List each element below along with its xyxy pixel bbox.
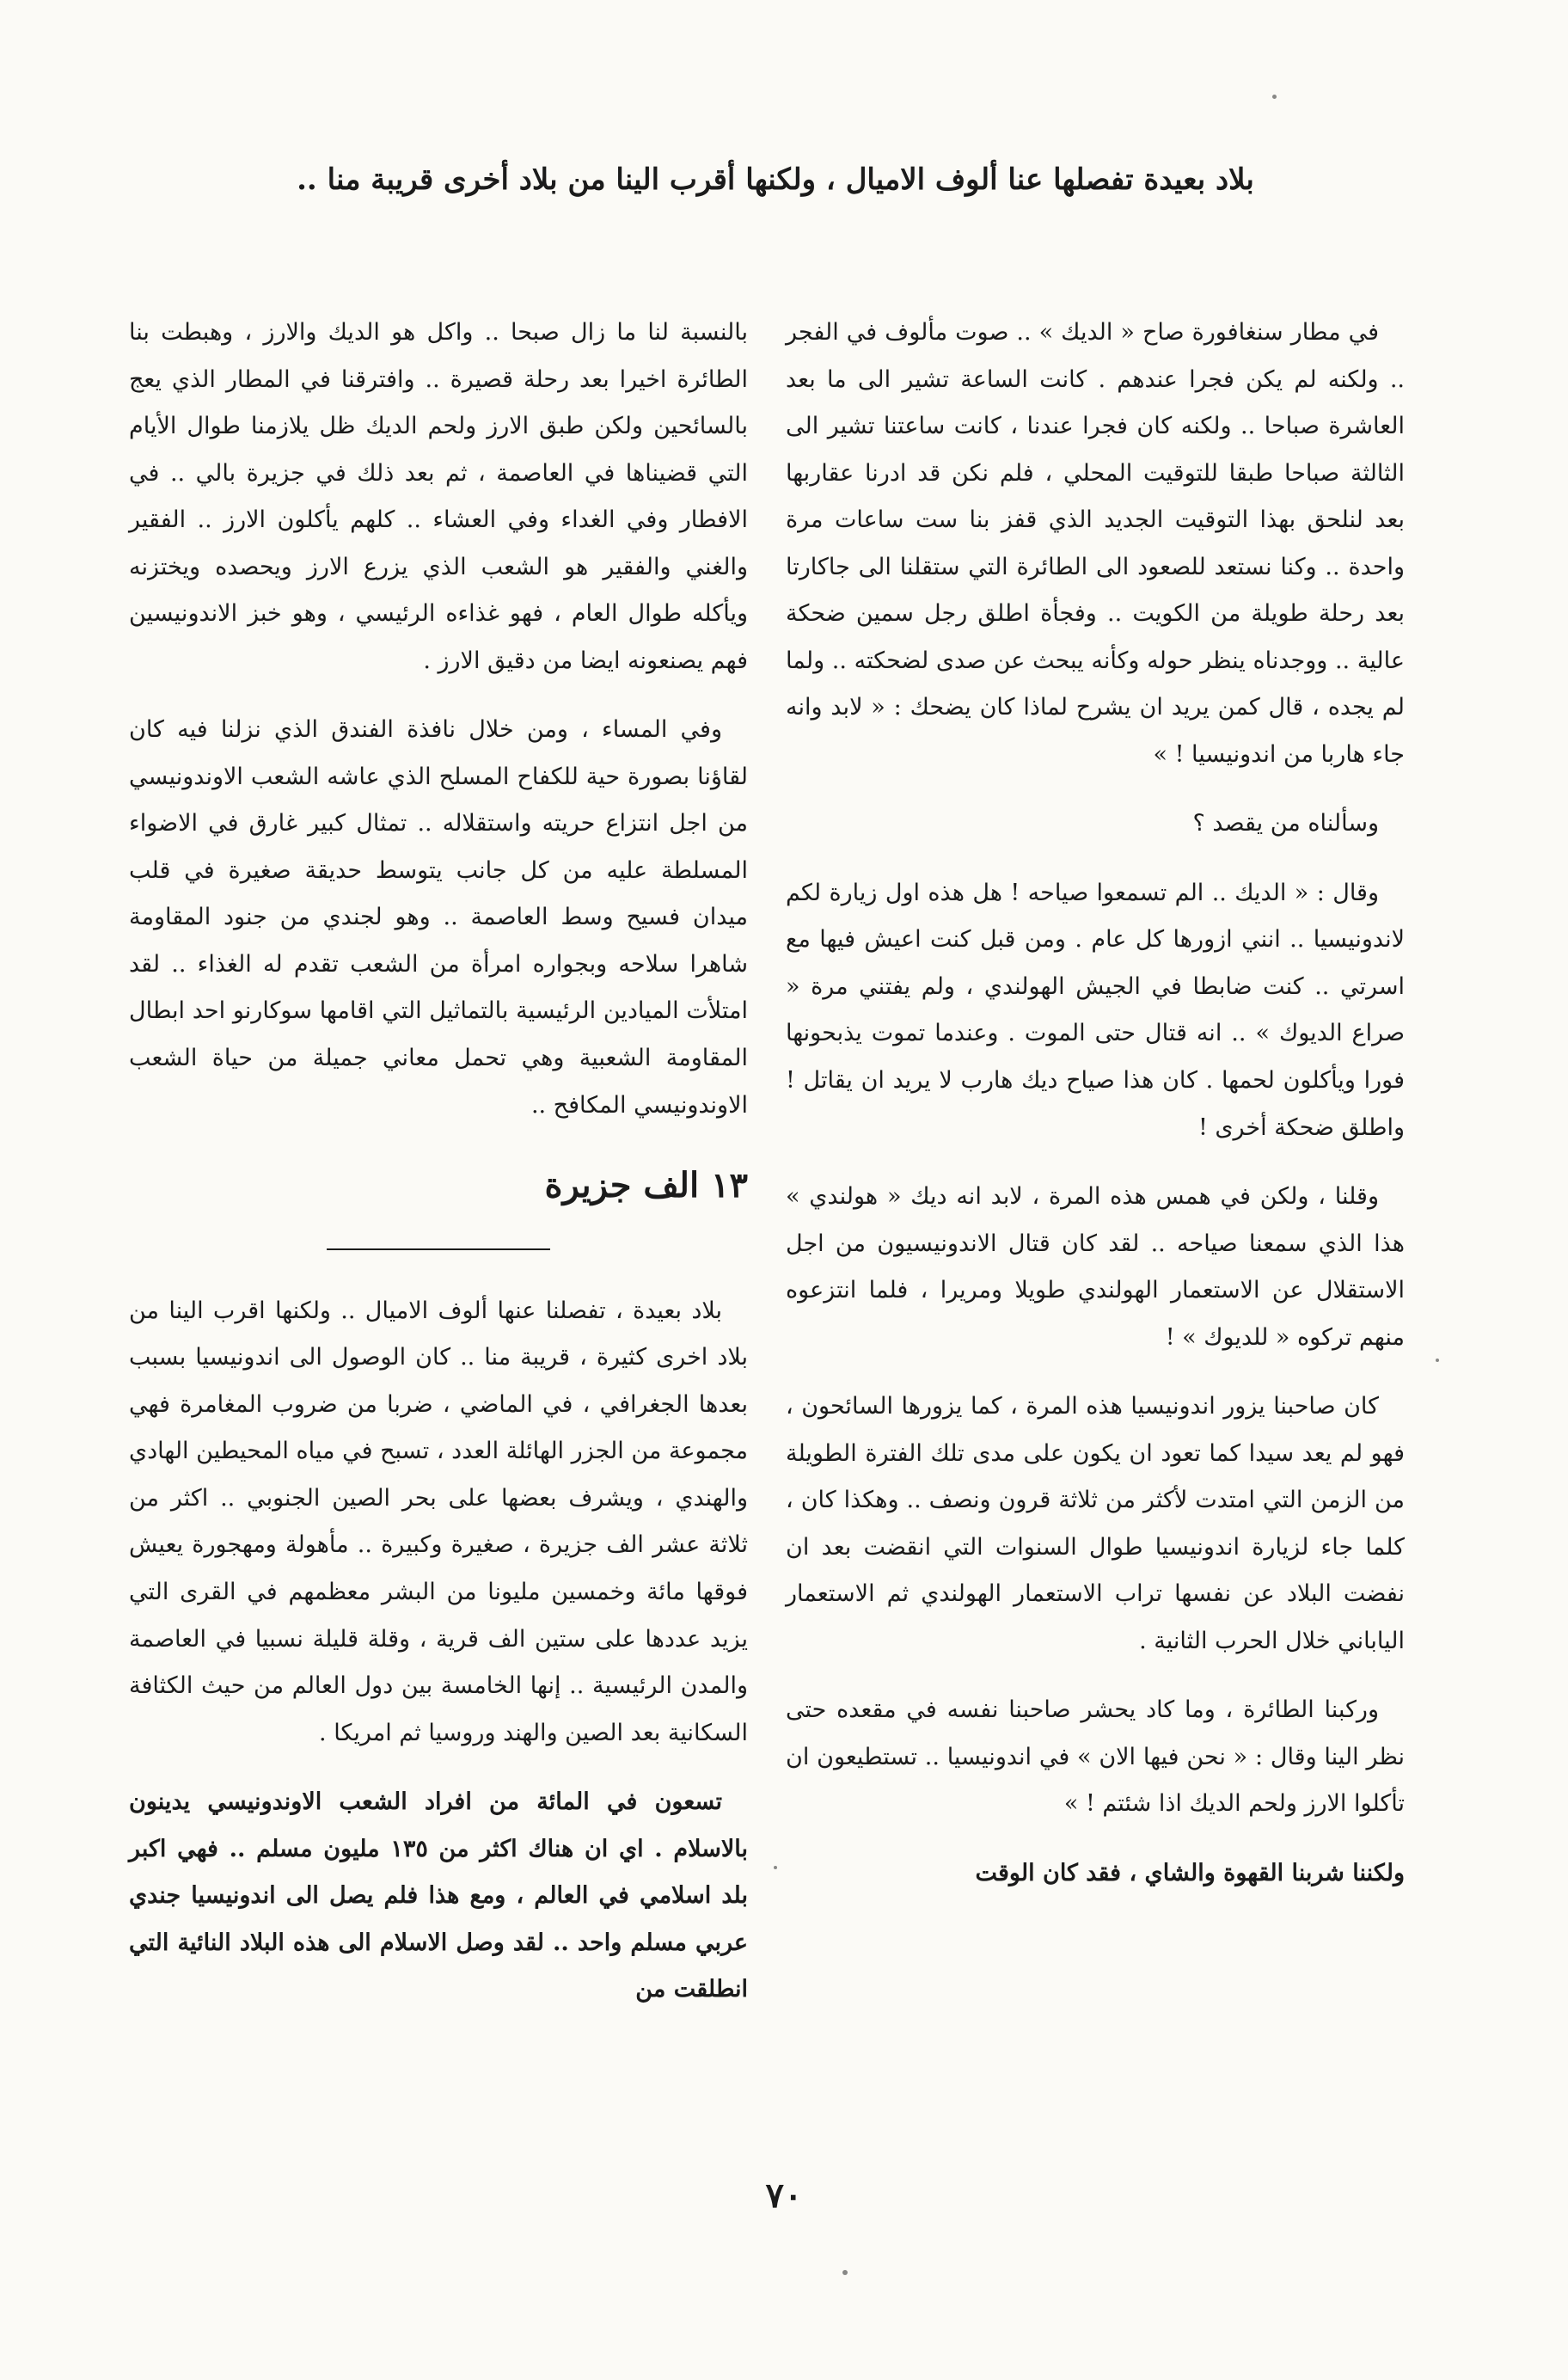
paragraph: في مطار سنغافورة صاح « الديك » .. صوت مألوف في الفجر .. ولكنه لم يكن فجرا عندهم . كانت الساعة تشير الى ما بعد العاشرة صباحا .. ولكنه كان فجرا عندنا ، كانت ساعتنا تشير الى الثالثة صباحا طبقا للتوقيت المحلي ، فلم نكن قد ادرنا عقاربها بعد لنلحق بهذا التوقيت الجديد الذي قفز بنا ست ساعات مرة واحدة .. وكنا نستعد للصعود الى الطائرة التي ستقلنا الى جاكارتا بعد رحلة طويلة من الكويت .. وفجأة اطلق رجل سمين ضحكة عالية .. ووجدناه ينظر حوله وكأنه يبحث عن صدى لضحكته .. ولما لم يجده ، قال كمن يريد ان يشرح لماذا كان يضحك : « لابد وانه جاء هاربا من اندونيسيا ! »	[786, 319, 1405, 768]
paragraph: وقلنا ، ولكن في همس هذه المرة ، لابد انه ديك « هولندي » هذا الذي سمعنا صياحه .. لقد كان قتال الاندونيسيون من اجل الاستقلال عن الاستعمار الهولندي طويلا ومريرا ، فلما انتزعوه منهم تركوه « للديوك » !	[786, 1183, 1405, 1351]
subheading-block	[129, 1151, 748, 1250]
article-headline: بلاد بعيدة تفصلها عنا ألوف الاميال ، ولكنها أقرب الينا من بلاد أخرى قريبة منا ..	[297, 163, 1254, 197]
paragraph: كان صاحبنا يزور اندونيسيا هذه المرة ، كما يزورها السائحون ، فهو لم يعد سيدا كما تعود ان يكون على مدى تلك الفترة الطويلة من الزمن التي امتدت لأكثر من ثلاثة قرون ونصف .. وهكذا كان ، كلما جاء لزيارة اندونيسيا طوال السنوات التي انقضت بعد ان نفضت البلاد عن نفسها تراب الاستعمار الهولندي ثم الاستعمار الياباني خلال الحرب الثانية .	[786, 1393, 1405, 1654]
paragraph: بلاد بعيدة ، تفصلنا عنها ألوف الاميال .. ولكنها اقرب الينا من بلاد اخرى كثيرة ، قريبة منا .. كان الوصول الى اندونيسيا بسبب بعدها الجغرافي ، في الماضي ، ضربا من ضروب المغامرة فهي مجموعة من الجزر الهائلة العدد ، تسبح في مياه المحيطين الهادي والهندي ، ويشرف بعضها على بحر الصين الجنوبي .. اكثر من ثلاثة عشر الف جزيرة ، صغيرة وكبيرة .. مأهولة ومهجورة يعيش فوقها مائة وخمسين مليونا من البشر معظمهم في القرى التي يزيد عددها على ستين الف قرية ، وقلة قليلة نسبيا في العاصمة والمدن الرئيسية .. إنها الخامسة بين دول العالم من حيث الكثافة السكانية بعد الصين والهند وروسيا ثم امريكا .	[129, 1297, 748, 1746]
print-speck	[1272, 95, 1277, 99]
print-speck	[1436, 1359, 1439, 1362]
subheading-underline	[327, 1248, 550, 1250]
paragraph: وفي المساء ، ومن خلال نافذة الفندق الذي نزلنا فيه كان لقاؤنا بصورة حية للكفاح المسلح الذي عاشه الشعب الاوندونيسي من اجل انتزاع حريته واستقلاله .. تمثال كبير غارق في الاضواء المسلطة عليه من كل جانب يتوسط حديقة صغيرة في قلب ميدان فسيح وسط العاصمة .. وهو لجندي من جنود المقاومة شاهرا سلاحه وبجواره امرأة من الشعب تقدم له الغذاء .. لقد امتلأت الميادين الرئيسية بالتماثيل التي اقامها سوكارنو احد ابطال المقاومة الشعبية وهي تحمل معاني جميلة من حياة الشعب الاوندونيسي المكافح ..	[129, 716, 748, 1119]
section-subheading: ١٣ الف جزيرة	[544, 1165, 748, 1206]
print-speck	[842, 2270, 848, 2275]
paragraph: بالنسبة لنا ما زال صبحا .. واكل هو الديك والارز ، وهبطت بنا الطائرة اخيرا بعد رحلة قصيرة .. وافترقنا في المطار الذي يعج بالسائحين ولكن طبق الارز ولحم الديك ظل يلازمنا طوال الأيام التي قضيناها في العاصمة ، ثم بعد ذلك في جزيرة بالي .. في الافطار وفي الغداء وفي العشاء .. كلهم يأكلون الارز .. الفقير والغني والفقير هو الشعب الذي يزرع الارز ويحصده ويختزنه ويأكله طوال العام ، فهو غذاءه الرئيسي ، وهو خبز الاندونيسين فهم يصنعونه ايضا من دقيق الارز .	[129, 319, 748, 674]
paragraph: تسعون في المائة من افراد الشعب الاوندونيسي يدينون بالاسلام . اي ان هناك اكثر من ١٣٥ مليون مسلم .. فهي اكبر بلد اسلامي في العالم ، ومع هذا فلم يصل الى اندونيسيا جندي عربي مسلم واحد .. لقد وصل الاسلام الى هذه البلاد النائية التي انطلقت من	[129, 1788, 748, 2003]
paragraph: وقال : « الديك .. الم تسمعوا صياحه ! هل هذه اول زيارة لكم لاندونيسيا .. انني ازورها كل عام . ومن قبل كنت اعيش فيها مع اسرتي .. كنت ضابطا في الجيش الهولندي ، ولم يفتني مرة « صراع الديوك » .. انه قتال حتى الموت . وعندما تموت يذبحونها فورا ويأكلون لحمها . كان هذا صياح ديك هارب لا يريد ان يقاتل ! واطلق ضحكة أخرى !	[786, 879, 1405, 1141]
page-number: ٧٠	[765, 2175, 803, 2216]
paragraph-continued: ولكننا شربنا القهوة والشاي ، فقد كان الوقت	[975, 1859, 1405, 1886]
print-speck	[774, 1866, 777, 1869]
left-column	[129, 310, 748, 2036]
right-column	[786, 310, 1405, 1919]
paragraph: وركبنا الطائرة ، وما كاد يحشر صاحبنا نفسه في مقعده حتى نظر الينا وقال : « نحن فيها الان » في اندونيسيا .. تستطيعون ان تأكلوا الارز ولحم الديك اذا شئتم ! »	[786, 1696, 1405, 1818]
paragraph: وسألناه من يقصد ؟	[1192, 810, 1379, 837]
